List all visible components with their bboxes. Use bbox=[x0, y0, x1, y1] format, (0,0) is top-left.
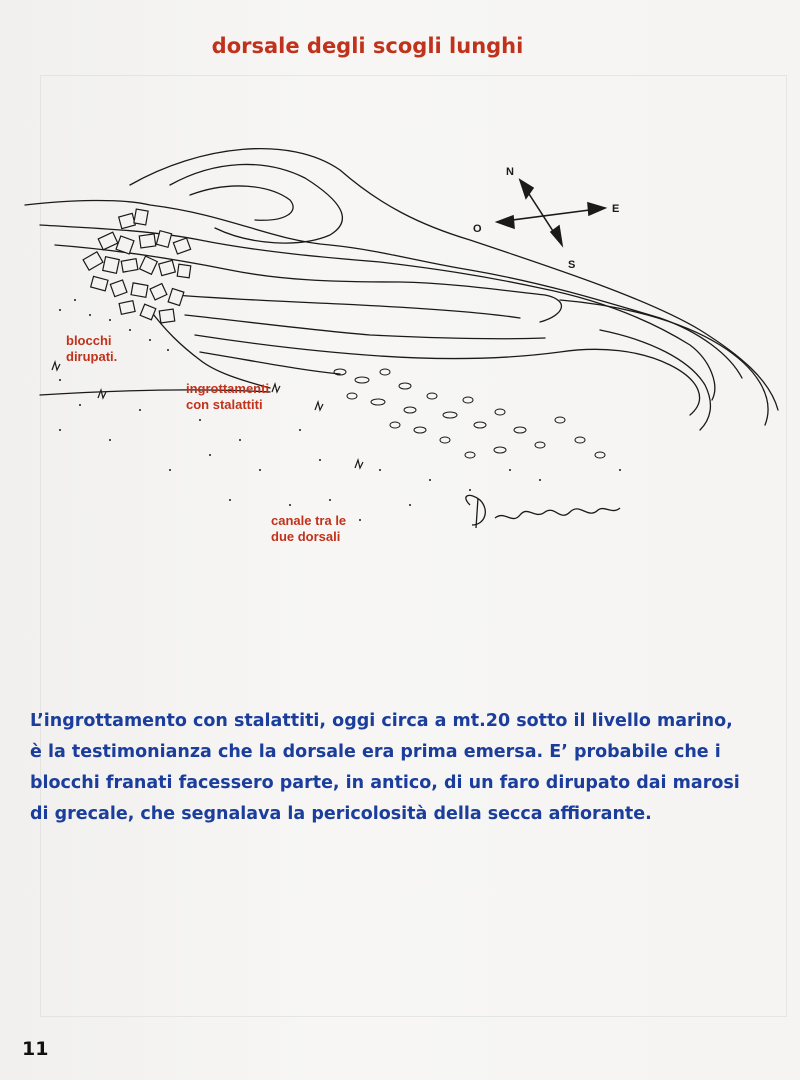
compass-south-label: S bbox=[568, 259, 576, 271]
compass-north-label: N bbox=[506, 166, 514, 178]
paragraph-line: L’ingrottamento con stalattiti, oggi circa a mt.20 sotto il livello marino, bbox=[30, 711, 733, 731]
label-channel: canale tra le due dorsali bbox=[271, 513, 347, 544]
paragraph-line: è la testimonianza che la dorsale era prima emersa. E’ probabile che i bbox=[30, 742, 721, 762]
compass-rose bbox=[497, 180, 605, 245]
compass-east-label: E bbox=[612, 203, 620, 215]
pebbles bbox=[334, 369, 605, 458]
contour-line bbox=[175, 295, 520, 318]
contour-line bbox=[600, 330, 710, 430]
contour-line bbox=[200, 352, 340, 374]
paragraph-line: di grecale, che segnalava la pericolosità della secca affiorante. bbox=[30, 804, 652, 824]
label-broken-blocks: blocchi dirupati. bbox=[66, 333, 118, 364]
seaweed-tufts bbox=[52, 362, 363, 468]
label-caves-stalactites: ingrottamenti con stalattiti bbox=[186, 381, 270, 412]
page-number: 11 bbox=[22, 1038, 49, 1060]
rock-blocks bbox=[83, 209, 191, 323]
description-paragraph bbox=[30, 706, 780, 830]
compass-west-label: O bbox=[473, 223, 482, 235]
contour-line bbox=[195, 335, 700, 415]
contour-line bbox=[170, 164, 342, 243]
artist-signature bbox=[466, 495, 620, 528]
page-title: dorsale degli scogli lunghi bbox=[211, 34, 524, 58]
compass-labels bbox=[473, 166, 619, 271]
paragraph-line: blocchi franati facessero parte, in antico, di un faro dirupato dai marosi bbox=[30, 773, 740, 793]
contour-line bbox=[185, 315, 545, 339]
